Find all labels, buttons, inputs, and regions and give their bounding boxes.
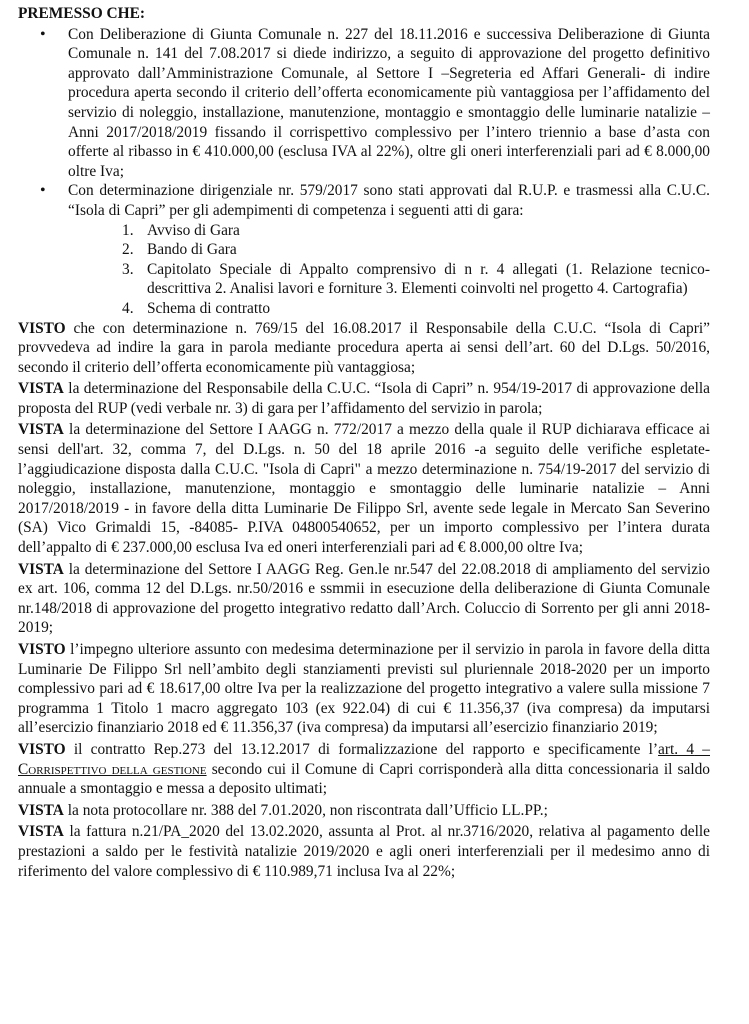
paragraph-vista-954: VISTA la determinazione del Responsabile della C.U.C. “Isola di Capri” n. 954/19-2017 di approvazione della proposta del RUP (vedi verbale nr. 3) di gara per l’affidamento del servizio in parola; bbox=[18, 380, 710, 417]
paragraph-visto-impegno: VISTO l’impegno ulteriore assunto con medesima determinazione per il servizio in parola in favore della ditta Luminarie De Filippo Srl nell’ambito degli stanziamenti previsti sul pluriennale 2018-2020 per un importo complessivo pari ad € 18.617,00 oltre Iva per la realizzazione del progetto integrativo a valere sulla missione 7 programma 1 Titolo 1 macro aggregato 103 (ex 922.04) di cui € 11.356,37 (iva compresa) da imputarsi all’esercizio finanziario 2018 ed € 11.356,37 (iva compresa) da imputarsi all’esercizio finanziario 2019; bbox=[18, 641, 710, 737]
premesso-bullet-list bbox=[18, 25, 710, 319]
atto-item: 1. Avviso di Gara bbox=[122, 221, 240, 239]
paragraph-visto-769: VISTO che con determinazione n. 769/15 del 16.08.2017 il Responsabile della C.U.C. “Isola di Capri” provvedeva ad indire la gara in parola mediante procedura aperta ai sensi dell’art. 60 del D.Lgs. 50/2016, secondo il criterio dell’offerta economicamente più vantaggiosa; bbox=[18, 319, 710, 376]
atto-item: 3. Capitolato Speciale di Appalto comprensivo di n r. 4 allegati (1. Relazione tecnico-descrittiva 2. Analisi lavori e forniture 3. Elementi coinvolti nel progetto 4. Cartografia) bbox=[122, 260, 710, 298]
paragraph-visto-contratto: VISTO il contratto Rep.273 del 13.12.2017 di formalizzazione del rapporto e specificamente l’art. 4 – Corrispettivo della gestione secondo cui il Comune di Capri corrisponderà alla ditta concessionaria il saldo annuale a smontaggio e messa a deposito ultimati; bbox=[18, 740, 710, 798]
document-page bbox=[18, 4, 710, 883]
paragraph-vista-nota: VISTA la nota protocollare nr. 388 del 7.01.2020, non riscontrata dall’Ufficio LL.PP.; bbox=[18, 801, 548, 819]
bullet-item-determinazione bbox=[18, 181, 710, 318]
bullet-item-deliberazione: • Con Deliberazione di Giunta Comunale n. 227 del 18.11.2016 e successiva Deliberazione di Giunta Comunale n. 141 del 7.08.2017 si diede indirizzo, a seguito di approvazione del progetto definitivo approvato dall’Amministrazione Comunale, al Settore I –Segreteria ed Affari Generali- di indire procedura aperta secondo il criterio dell’offerta economicamente più vantaggiosa per l’affidamento del servizio di noleggio, installazione, manutenzione, montaggio e smontaggio delle luminarie natalizie – Anni 2017/2018/2019 fissando il corrispettivo complessivo per l’intero triennio a base d’asta con offerte al ribasso in € 410.000,00 (esclusa IVA al 22%), oltre gli oneri interferenziali pari ad € 8.000,00 oltre Iva; bbox=[18, 25, 710, 182]
bullet-item-text: Con determinazione dirigenziale nr. 579/2017 sono stati approvati dal R.U.P. e trasmessi alla C.U.C. “Isola di Capri” per gli adempimenti di competenza i seguenti atti di gara: bbox=[68, 182, 710, 219]
paragraph-vista-fattura: VISTA la fattura n.21/PA_2020 del 13.02.2020, assunta al Prot. al nr.3716/2020, relativa al pagamento delle prestazioni a saldo per le festività natalizie 2019/2020 e agli oneri interferenziali per il medesimo anno di riferimento del valore complessivo di € 110.989,71 inclusa Iva al 22%; bbox=[18, 823, 710, 880]
atto-item: 2. Bando di Gara bbox=[122, 241, 237, 259]
article-reference: art. 4 bbox=[658, 740, 695, 758]
section-heading: PREMESSO CHE: bbox=[18, 5, 145, 22]
atti-di-gara-list bbox=[68, 221, 710, 319]
atto-item: 4. Schema di contratto bbox=[122, 299, 271, 317]
paragraph-vista-772: VISTA la determinazione del Settore I AAGG n. 772/2017 a mezzo della quale il RUP dichiarava efficace ai sensi dell'art. 32, comma 7, del D.Lgs. n. 50 del 18 aprile 2016 -a seguito delle verifiche espletate- l’aggiudicazione disposta dalla C.U.C. "Isola di Capri" a mezzo determinazione n. 754/19-2017 del servizio di noleggio, installazione, manutenzione, montaggio e smontaggio delle luminarie natalizie – Anni 2017/2018/2019 - in favore della ditta Luminarie De Filippo Srl, avente sede legale in Mercato San Severino (SA) Vico Grimaldi 15, -84085- P.IVA 04800540652, per un importo complessivo per l’intera durata dell’appalto di € 237.000,00 esclusa Iva ed oneri interferenziali pari ad € 8.000,00 oltre Iva; bbox=[18, 421, 710, 557]
article-title: Corrispettivo della gestione bbox=[18, 760, 207, 778]
paragraph-vista-547: VISTA la determinazione del Settore I AAGG Reg. Gen.le nr.547 del 22.08.2018 di ampliamento del servizio ex art. 106, comma 12 del D.Lgs. nr.50/2016 e ssmmii in esecuzione della deliberazione di Giunta Comunale nr.148/2018 di approvazione del progetto integrativo redatto dall’Arch. Coluccio di Sorrento per gli anni 2018-2019; bbox=[18, 560, 710, 637]
